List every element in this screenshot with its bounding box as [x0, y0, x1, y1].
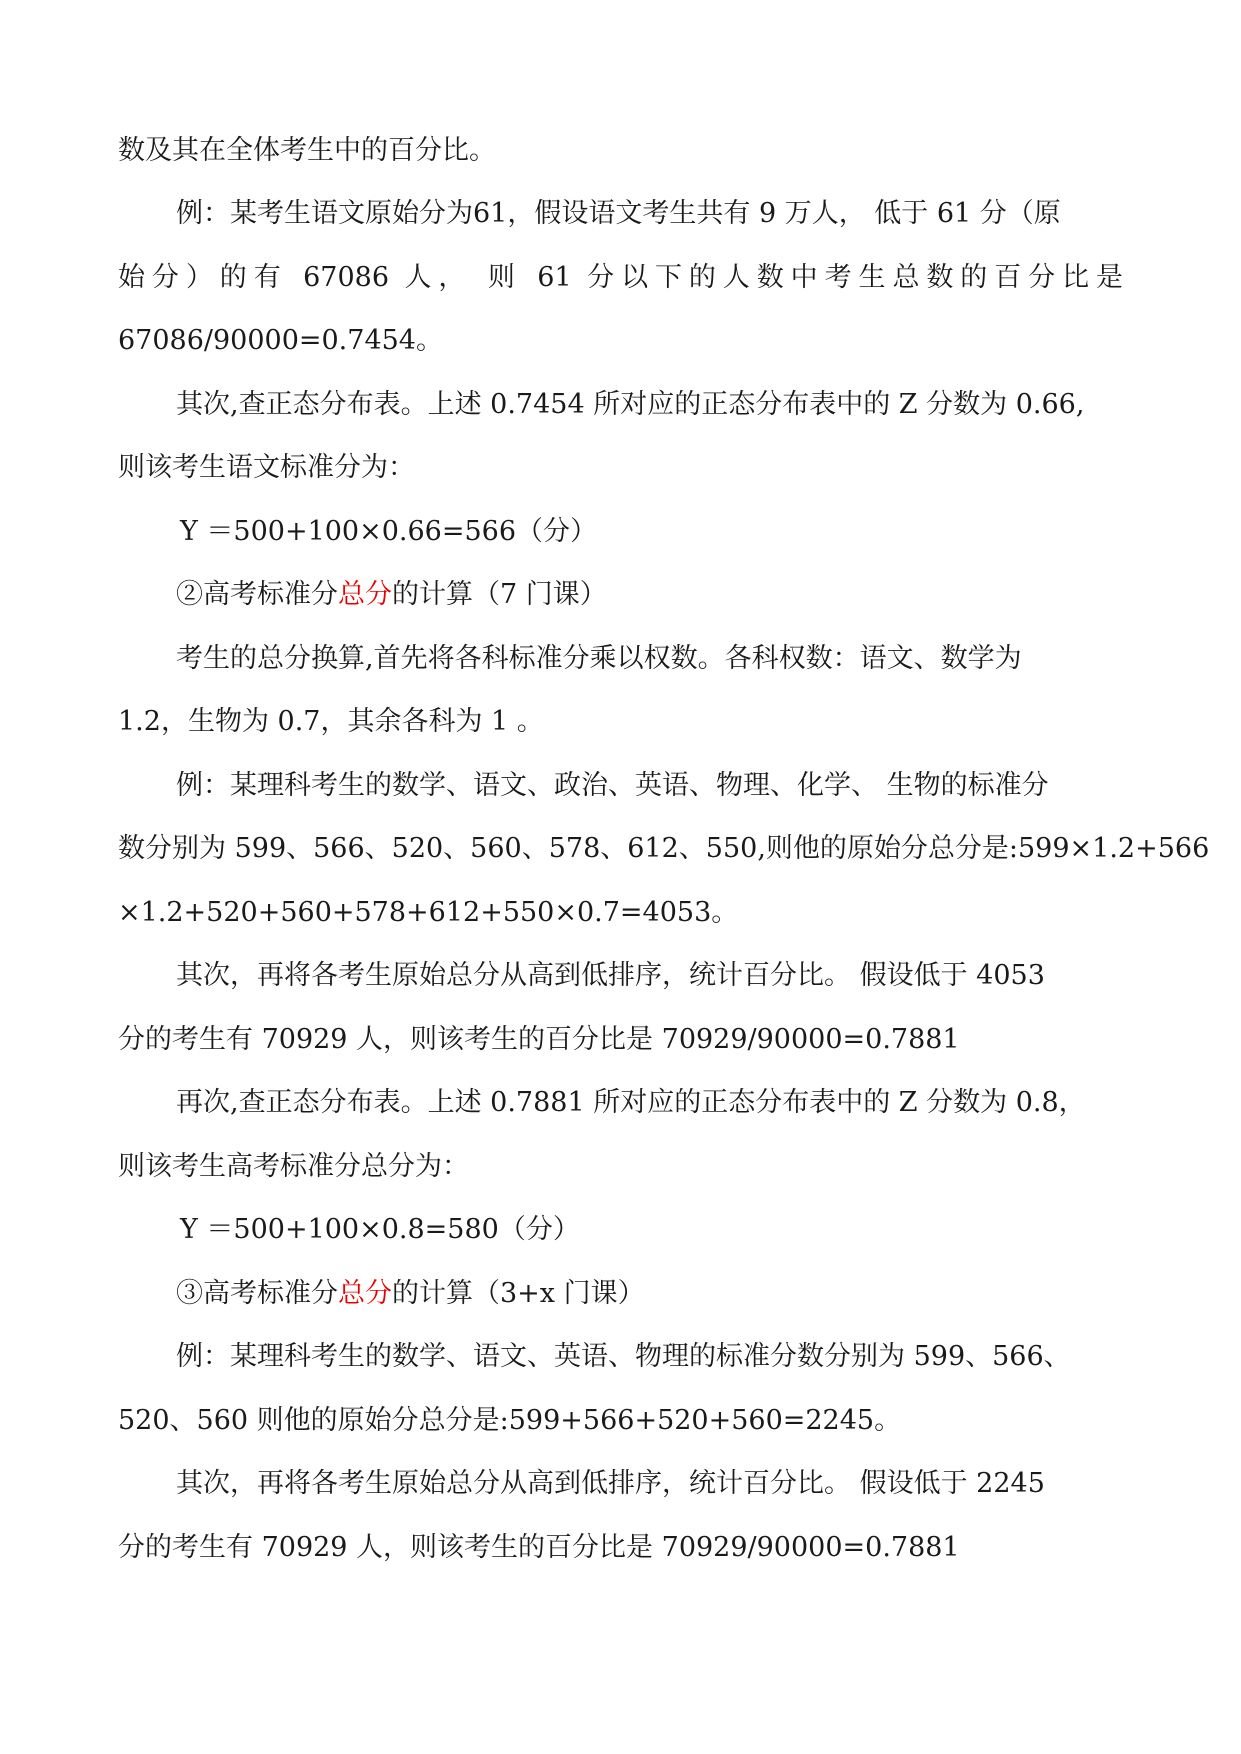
- formula-line: Y ＝500+100×0.66=566（分）: [180, 516, 597, 547]
- text-line: 520、560 则他的原始分总分是:599+566+520+560=2245。: [118, 1405, 902, 1436]
- text-line: 分的考生有 70929 人，则该考生的百分比是 70929/90000=0.7881: [118, 1532, 960, 1563]
- heading-text: 的计算（3+x 门课）: [392, 1278, 645, 1309]
- text-line: 数分别为 599、566、520、560、578、612、550,则他的原始分总分是:599×1.2+566: [118, 833, 1210, 864]
- text-line: 数及其在全体考生中的百分比。: [118, 135, 496, 166]
- text-line: 则该考生语文标准分为：: [118, 452, 415, 483]
- text-line: 其次，再将各考生原始总分从高到低排序，统计百分比。 假设低于 2245: [176, 1468, 1045, 1499]
- section-heading: [176, 1276, 1123, 1312]
- heading-text: 的计算（7 门课）: [392, 579, 607, 610]
- heading-text: ②高考标准分: [176, 579, 338, 610]
- highlighted-text: 总分: [338, 579, 392, 610]
- text-line: 1.2，生物为 0.7，其余各科为 1 。: [118, 706, 544, 737]
- highlighted-text: 总分: [338, 1278, 392, 1309]
- text-line: 例：某考生语文原始分为61，假设语文考生共有 9 万人， 低于 61 分（原: [176, 198, 1061, 229]
- heading-text: ③高考标准分: [176, 1278, 338, 1309]
- text-line: 例：某理科考生的数学、语文、英语、物理的标准分数分别为 599、566、: [176, 1341, 1071, 1372]
- section-heading: [176, 577, 1123, 613]
- text-line: 例：某理科考生的数学、语文、政治、英语、物理、化学、 生物的标准分: [176, 770, 1049, 801]
- text-line: 分的考生有 70929 人，则该考生的百分比是 70929/90000=0.7881: [118, 1024, 960, 1055]
- text-line: 考生的总分换算,首先将各科标准分乘以权数。各科权数：语文、数学为: [176, 643, 1022, 674]
- text-line: 则该考生高考标准分总分为：: [118, 1151, 469, 1182]
- text-line: 其次，再将各考生原始总分从高到低排序，统计百分比。 假设低于 4053: [176, 960, 1045, 991]
- text-line: 始分）的有 67086 人， 则 61 分以下的人数中考生总数的百分比是: [118, 262, 1123, 293]
- text-line: 67086/90000=0.7454。: [118, 325, 443, 356]
- formula-line: Y ＝500+100×0.8=580（分）: [180, 1214, 580, 1245]
- text-line: 再次,查正态分布表。上述 0.7881 所对应的正态分布表中的 Z 分数为 0.8，: [176, 1087, 1086, 1118]
- text-line: ×1.2+520+560+578+612+550×0.7=4053。: [118, 897, 739, 928]
- text-line: 其次,查正态分布表。上述 0.7454 所对应的正态分布表中的 Z 分数为 0.66,: [176, 389, 1085, 420]
